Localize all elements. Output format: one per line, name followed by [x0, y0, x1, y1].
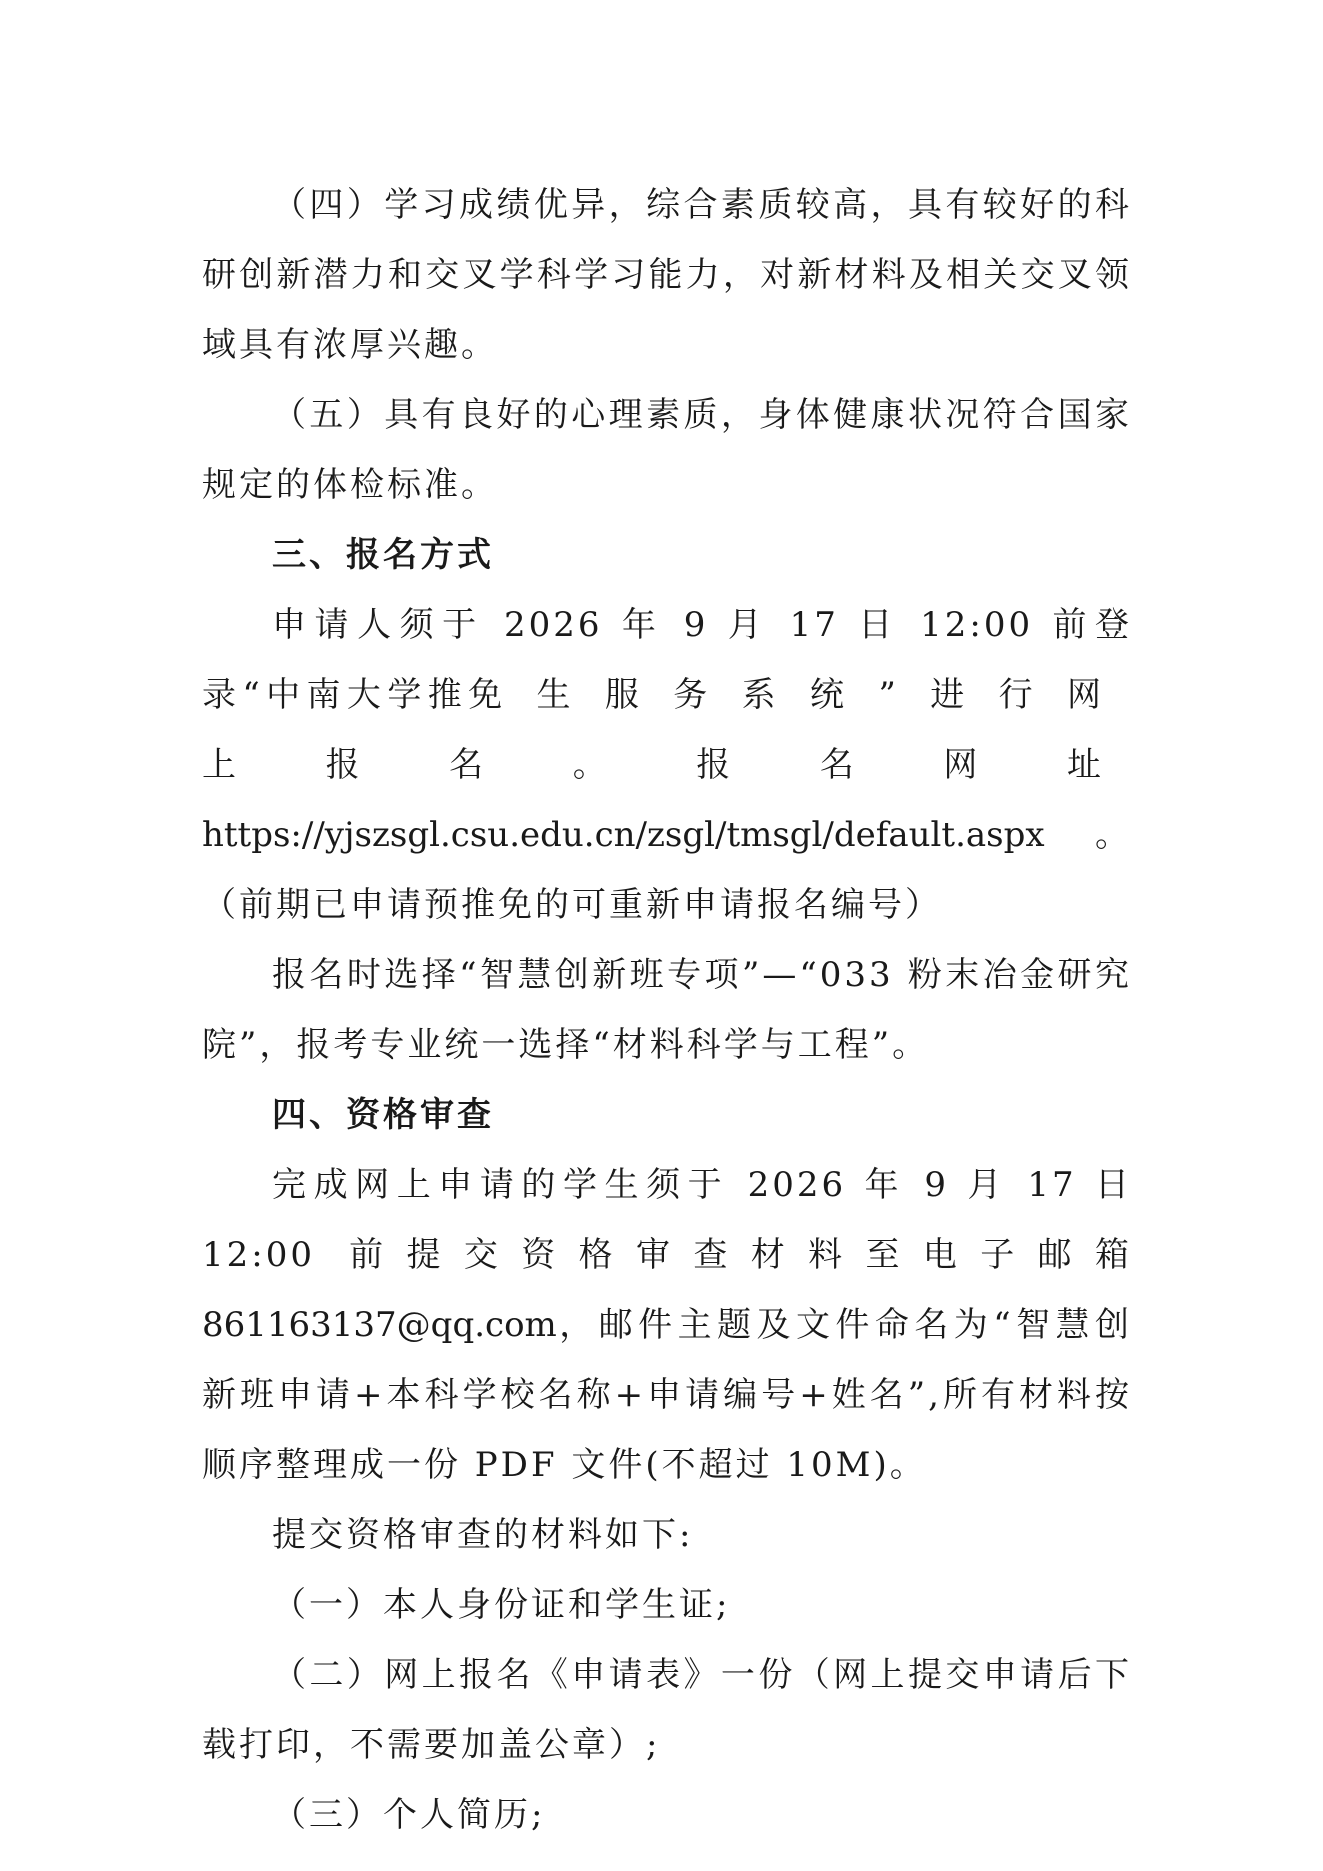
- list-item-resume: （三）个人简历;: [272, 1795, 546, 1835]
- paragraph-submission: [202, 1150, 1132, 1500]
- submission-text-2: ，邮件主题及文件命名为“智慧创新班申请+本科学校名称+申请编号+姓名”,所有材料按顺序整理成一份 PDF 文件(不超过 10M)。: [202, 1305, 1132, 1485]
- paragraph-condition-4: （四）学习成绩优异，综合素质较高，具有较好的科研创新潜力和交叉学科学习能力，对新材料及相关交叉领域具有浓厚兴趣。: [202, 185, 1132, 365]
- paragraph-registration-choice: 报名时选择“智慧创新班专项”—“033 粉末冶金研究院”，报考专业统一选择“材料科学与工程”。: [202, 955, 1132, 1065]
- registration-text-2: 免生服务系统”进行网上报名。报名网址: [202, 675, 1132, 785]
- paragraph-condition-5: （五）具有良好的心理素质，身体健康状况符合国家规定的体检标准。: [202, 395, 1132, 505]
- registration-url-link[interactable]: https://yjszsgl.csu.edu.cn/zsgl/tmsgl/default.aspx: [202, 815, 1045, 855]
- list-item-application-form: （二）网上报名《申请表》一份（网上提交申请后下载打印，不需要加盖公章）;: [202, 1655, 1132, 1765]
- registration-text-3: 。（前期已申请预推免的可重新申请报名编号）: [202, 815, 1132, 925]
- section-heading-qualification-review: 四、资格审查: [272, 1095, 494, 1135]
- document-page: [202, 170, 1132, 1850]
- paragraph-registration-method: [202, 590, 1132, 940]
- paragraph-materials-intro: 提交资格审查的材料如下:: [272, 1515, 694, 1555]
- section-heading-registration: 三、报名方式: [272, 535, 494, 575]
- registration-text-1: 申请人须于 2026 年 9 月 17 日 12:00 前登录“中南大学推: [202, 605, 1132, 715]
- list-item-id-card: （一）本人身份证和学生证;: [272, 1585, 731, 1625]
- email-link[interactable]: 861163137@qq.com: [202, 1305, 557, 1345]
- submission-text-1: 完成网上申请的学生须于 2026 年 9 月 17 日 12:00 前提交资格审查材料至电子邮箱: [202, 1165, 1132, 1275]
